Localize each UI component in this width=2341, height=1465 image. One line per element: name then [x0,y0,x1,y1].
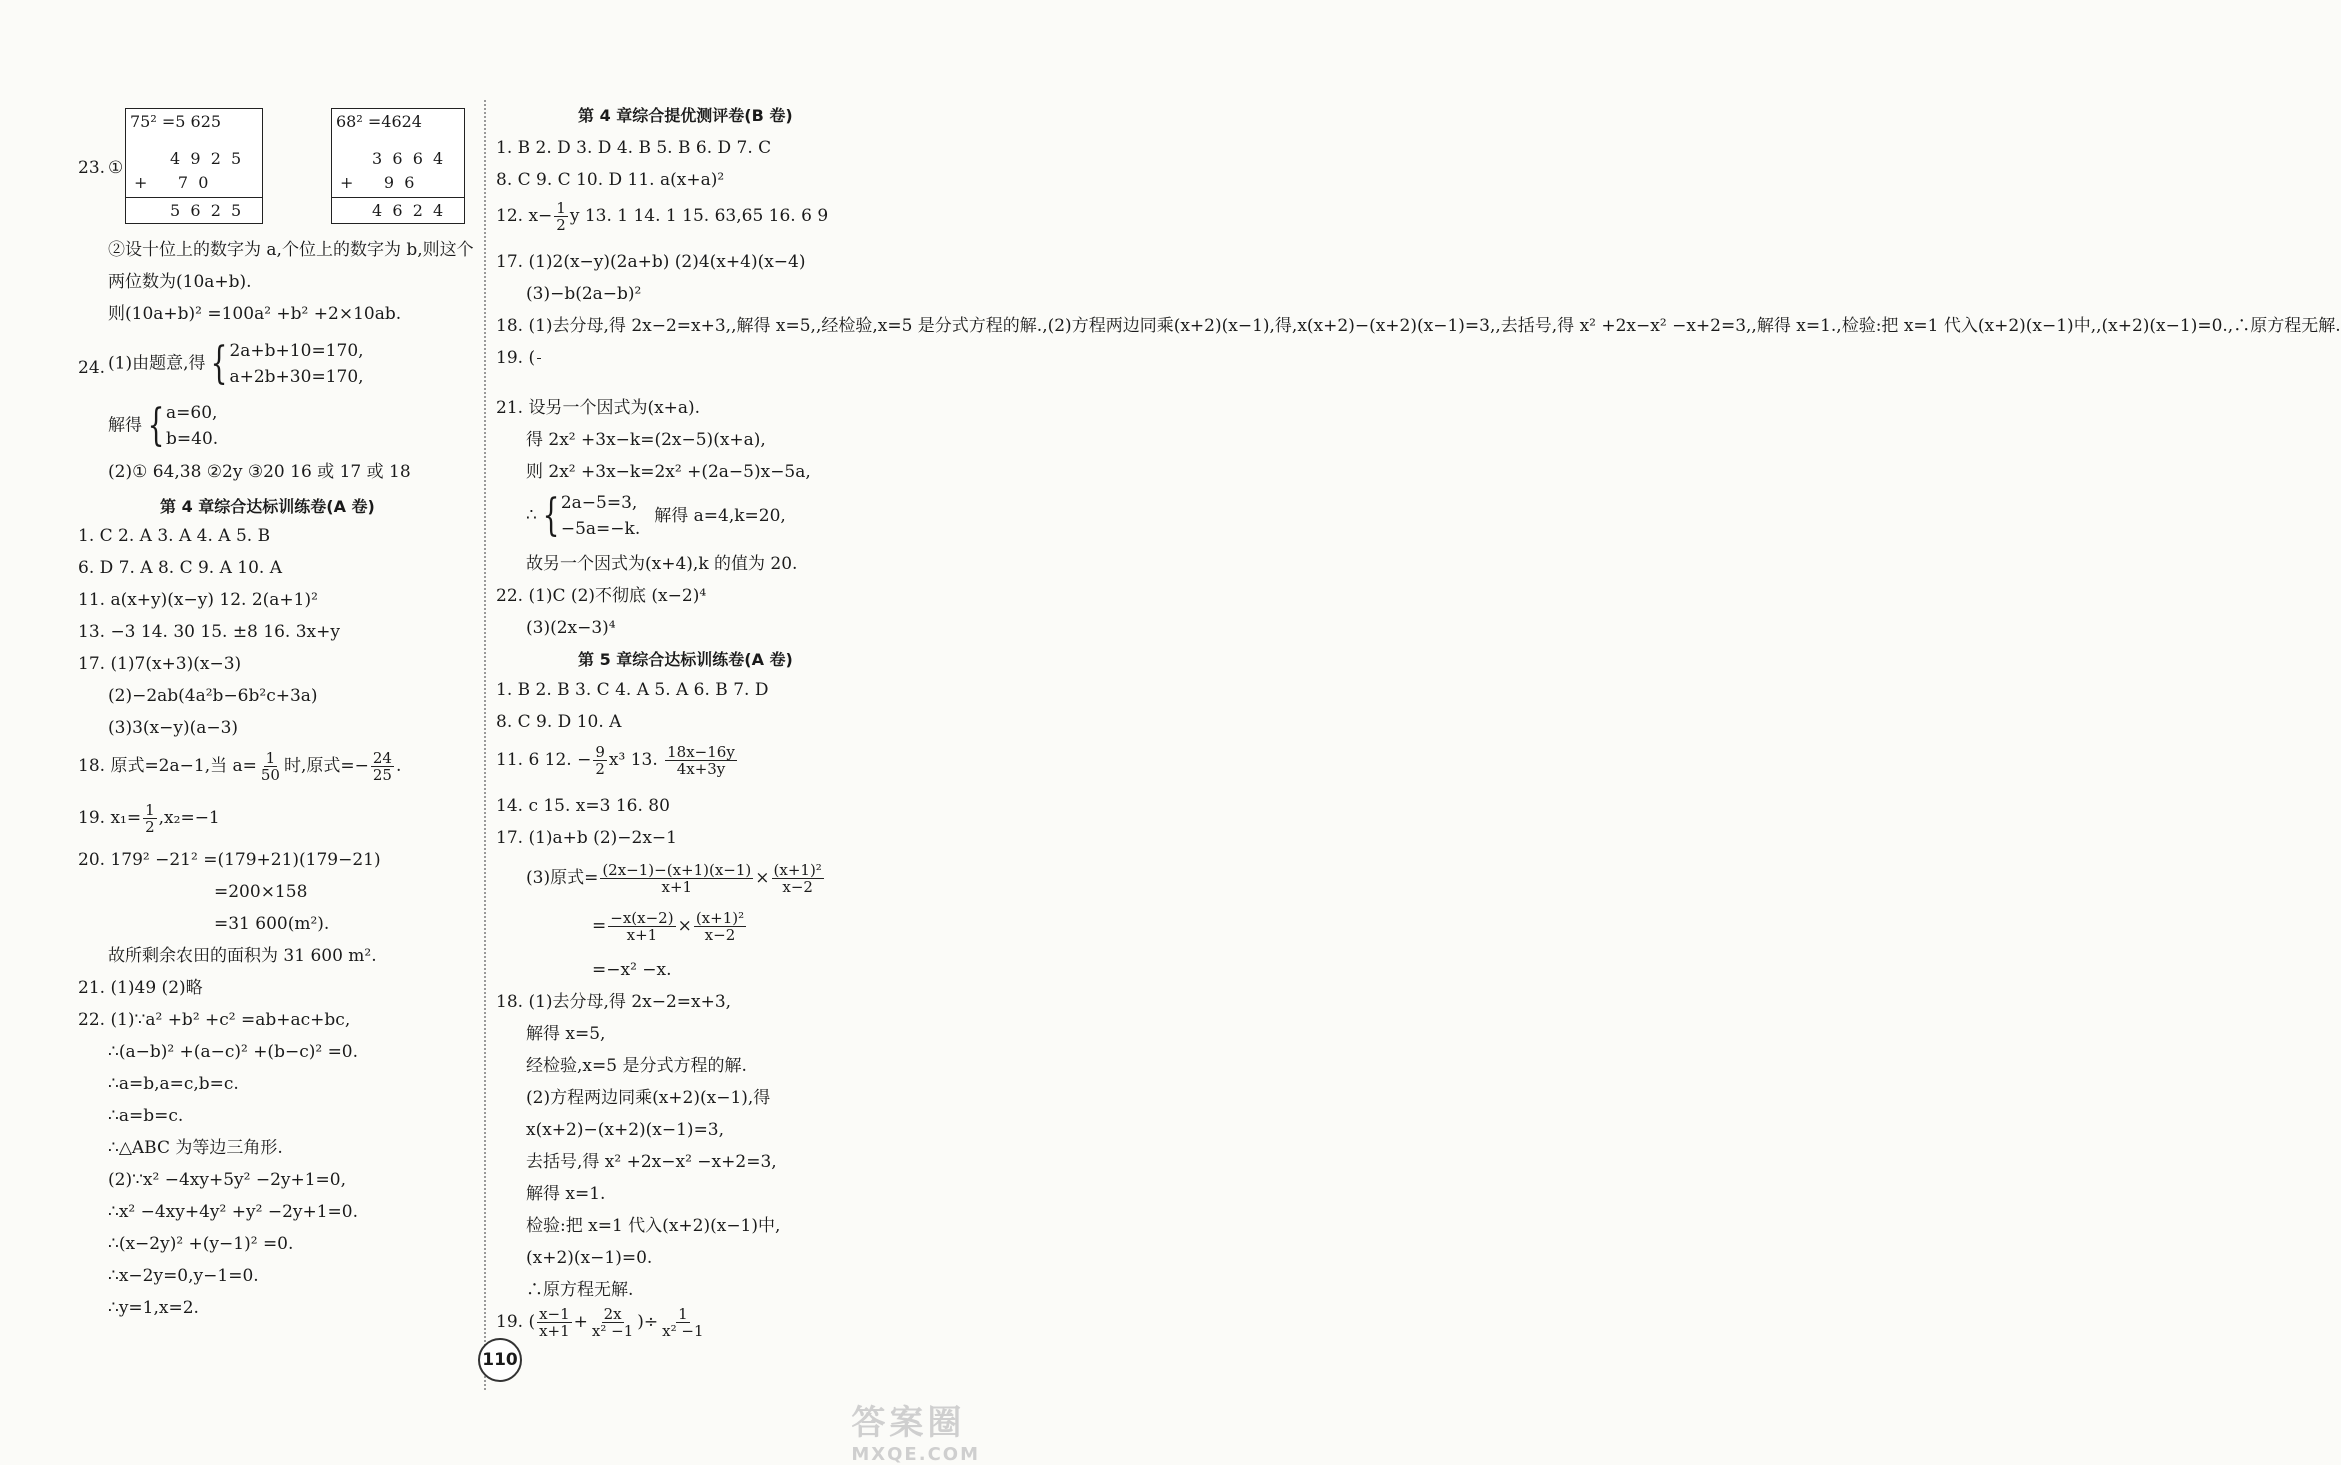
table-sum-line [332,197,464,198]
table-row: 3 6 6 4 [372,149,444,168]
q23-line: 两位数为(10a+b). [108,272,252,292]
q21-line: 得 2x² +3x−k=(2x−5)(x+a), [526,430,766,450]
q19-expression [496,1306,708,1339]
numerator: 1 [678,1305,688,1323]
watermark [851,1395,980,1465]
q18-line: 检验:把 x=1 代入(x+2)(x−1)中, [526,1216,781,1236]
fraction [600,862,753,895]
q22-line: ∴x−2y=0,y−1=0. [108,1266,259,1286]
q21-line: 故另一个因式为(x+4),k 的值为 20. [526,554,798,574]
text: 12. x− [496,206,553,226]
solution: b=40. [166,429,219,449]
table-sum-line [126,197,262,198]
numerator: 2x [603,1305,622,1323]
q22-line: ∴a=b=c. [108,1106,184,1126]
fraction [143,802,157,835]
q20-line: =200×158 [214,882,308,902]
text: x³ 13. [608,750,664,770]
numerator: 1 [265,749,276,767]
q22-line: ∴(x−2y)² +(y−1)² =0. [108,1234,294,1254]
q22-line: 22. (1)C (2)不彻底 (x−2)⁴ [496,586,707,606]
fraction [772,862,824,895]
fraction [593,744,607,777]
times-symbol: × [755,868,770,888]
section-heading: 第 4 章综合达标训练卷(A 卷) [160,497,375,516]
q18-answer: 18. (1)去分母,得 2x−2=x+3,,解得 x=5,,经检验,x=5 是分式方程的解.,(2)方程两边同乘(x+2)(x−1),得,x(x+2)−(x+2)(x−1)=3,,去括号,得 x² +2x−x² −x+2=3,,解得 x=1.,检验:把 x=1 代入(x+2)(x−1)中,,(x+2)(x−1)=0.,∴原方程无解. [496,316,2341,336]
text: ,x₂=−1 [158,808,220,828]
denominator: x−2 [704,926,736,944]
q22-line: (2)∵x² −4xy+5y² −2y+1=0, [108,1170,347,1190]
text: )÷ [637,1312,659,1332]
q18-answer [78,750,401,783]
text: 11. 6 12. − [496,750,592,770]
text: (3)原式= [526,868,599,888]
q22-line: ∴(a−b)² +(a−c)² +(b−c)² =0. [108,1042,359,1062]
numerator: (2x−1)−(x+1)(x−1) [602,861,752,879]
q18-line: 去括号,得 x² +2x−x² −x+2=3, [526,1152,777,1172]
watermark-url: MXQE.COM [851,1444,980,1465]
numerator: x−1 [539,1305,570,1323]
q24-system [108,338,364,390]
numerator: −x(x−2) [610,909,674,927]
q21-line: 则 2x² +3x−k=2x² +(2a−5)x−5a, [526,462,811,482]
fraction [259,750,282,783]
q21-line: 21. 设另一个因式为(x+a). [496,398,701,418]
table-row: 4 9 2 5 [170,149,242,168]
q24-solution [108,400,218,452]
fraction [660,1306,705,1339]
denominator: x² −1 [591,1322,634,1340]
table-row: 5 6 2 5 [170,201,242,220]
q21-answer: 21. (1)49 (2)略 [78,978,203,998]
q23-number: 23. [78,158,106,178]
fraction [694,910,746,943]
column-divider [484,100,486,1390]
fraction [371,750,394,783]
answer-line: (3)3(x−y)(a−3) [108,718,239,738]
answer-line: 1. B 2. D 3. D 4. B 5. B 6. D 7. C [496,138,772,158]
numerator [537,358,541,359]
times-symbol: × [677,916,692,936]
text: = [592,916,607,936]
page-number: 110 [478,1338,522,1382]
q23-line: ②设十位上的数字为 a,个位上的数字为 b,则这个 [108,240,474,260]
equation: a+2b+30=170, [229,367,364,387]
q24-number: 24. [78,358,106,378]
q17-line: 17. (1)a+b (2)−2x−1 [496,828,677,848]
fraction [554,200,568,233]
numerator: 24 [372,749,392,767]
q11-13-answer [496,744,739,777]
table-head: 68² =4624 [336,112,422,131]
watermark-text: 答案圈 [851,1403,966,1443]
section-heading: 第 4 章综合提优测评卷(B 卷) [578,106,793,125]
answer-line: 6. D 7. A 8. C 9. A 10. A [78,558,283,578]
answer-line: (2)−2ab(4a²b−6b²c+3a) [108,686,318,706]
answer-line: 17. (1)7(x+3)(x−3) [78,654,242,674]
q20-line: 故所剩余农田的面积为 31 600 m². [108,946,377,966]
denominator: 2 [145,818,155,836]
numerator: 1 [556,199,566,217]
equation: 2a+b+10=170, [229,341,364,361]
q19-answer [78,802,220,835]
denominator: x+1 [626,926,658,944]
left-brace: { [211,338,228,389]
q22-line: ∴x² −4xy+4y² +y² −2y+1=0. [108,1202,359,1222]
square-table-75 [125,108,263,224]
numerator: 1 [145,801,155,819]
q22-line: ∴y=1,x=2. [108,1298,199,1318]
text: 19. x₁= [78,808,142,828]
q18-line: 18. (1)去分母,得 2x−2=x+3, [496,992,732,1012]
answer-line: 8. C 9. C 10. D 11. a(x+a)² [496,170,725,190]
q17-step: =−x² −x. [592,960,672,980]
table-row: + 9 6 [340,173,415,192]
text: y 13. 1 14. 1 15. 63,65 16. 6 9 [569,206,829,226]
q17-step [592,910,748,943]
denominator: x−2 [782,878,813,896]
q18-line: ∴原方程无解. [526,1280,634,1300]
equation: 2a−5=3, [560,493,638,513]
text: 18. 原式=2a−1,当 a= [78,756,257,776]
text: 19. ( [496,348,536,368]
plus-symbol: + [573,1312,588,1332]
q17-step [526,862,826,895]
fraction [608,910,675,943]
table-head: 75² =5 625 [130,112,222,131]
q18-line: 解得 x=5, [526,1024,606,1044]
q22-line: (3)(2x−3)⁴ [526,618,616,638]
q24-intro: (1)由题意,得 [108,353,206,374]
denominator: 25 [372,766,392,784]
q20-line: =31 600(m²). [214,914,330,934]
answer-line: 11. a(x+y)(x−y) 12. 2(a+1)² [78,590,318,610]
q18-line: (x+2)(x−1)=0. [526,1248,653,1268]
q19-answer [496,348,543,368]
denominator: 2 [556,216,566,234]
numerator: 18x−16y [667,743,735,761]
solve-label: 解得 [108,415,142,436]
solution: a=60, [166,403,218,423]
table-row: 4 6 2 4 [372,201,444,220]
table-row: + 7 0 [134,173,209,192]
numerator: 9 [595,743,605,761]
denominator: 4x+3y [676,760,726,778]
q18-line: x(x+2)−(x+2)(x−1)=3, [526,1120,725,1140]
text: 时,原式=− [283,756,369,776]
denominator: x² −1 [662,1322,704,1340]
q24-part2: (2)① 64,38 ②2y ③20 16 或 17 或 18 [108,462,411,482]
answer-line: 1. B 2. B 3. C 4. A 5. A 6. B 7. D [496,680,769,700]
left-brace: { [147,400,165,451]
q12-answer [496,200,828,233]
denominator: x+1 [661,878,693,896]
left-brace: { [542,490,560,541]
q22-line: ∴△ABC 为等边三角形. [108,1138,283,1158]
q17-line: (3)−b(2a−b)² [526,284,642,304]
square-table-68 [331,108,465,224]
text: . [395,756,402,776]
denominator: 2 [595,760,605,778]
q20-line: 20. 179² −21² =(179+21)(179−21) [78,850,381,870]
q22-line: 22. (1)∵a² +b² +c² =ab+ac+bc, [78,1010,351,1030]
q22-line: ∴a=b,a=c,b=c. [108,1074,239,1094]
q23-line: 则(10a+b)² =100a² +b² +2×10ab. [108,304,402,324]
fraction [537,358,541,359]
numerator: (x+1)² [773,861,822,879]
q18-line: (2)方程两边同乘(x+2)(x−1),得 [526,1088,771,1108]
section-heading: 第 5 章综合达标训练卷(A 卷) [578,650,793,669]
solution: 解得 a=4,k=20, [654,505,786,526]
fraction [665,744,737,777]
answer-line: 14. c 15. x=3 16. 80 [496,796,670,816]
q21-system [526,490,786,542]
fraction [537,1306,572,1339]
answer-line: 8. C 9. D 10. A [496,712,622,732]
q18-line: 解得 x=1. [526,1184,606,1204]
q18-line: 经检验,x=5 是分式方程的解. [526,1056,747,1076]
answer-line: 1. C 2. A 3. A 4. A 5. B [78,526,271,546]
q23-circle: ① [108,158,124,178]
denominator: 50 [260,766,280,784]
text: 19. ( [496,1312,536,1332]
numerator: (x+1)² [695,909,745,927]
q17-line: 17. (1)2(x−y)(2a+b) (2)4(x+4)(x−4) [496,252,806,272]
therefore-symbol: ∴ [526,505,537,526]
denominator: x+1 [539,1322,570,1340]
answer-line: 13. −3 14. 30 15. ±8 16. 3x+y [78,622,340,642]
equation: −5a=−k. [560,519,641,539]
fraction [590,1306,635,1339]
